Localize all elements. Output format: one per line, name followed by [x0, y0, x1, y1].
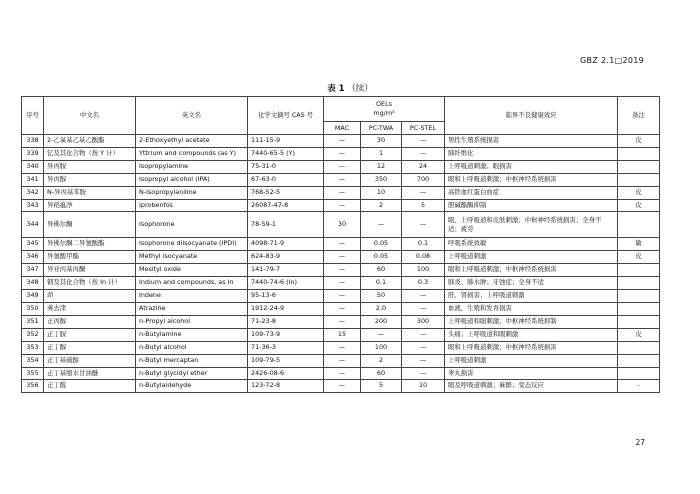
table-row [22, 354, 660, 367]
cell-cn-name: 异稻瘟净 [44, 199, 136, 212]
cell-en-name: Isopropylamine [136, 160, 248, 173]
table-row [22, 173, 660, 186]
cell-note: 皮 [618, 328, 660, 341]
cell-mac: — [324, 173, 361, 186]
cell-en-name: Mesityl oxide [136, 264, 248, 277]
cell-cas: 1912-24-9 [248, 302, 324, 315]
cell-mac: — [324, 147, 361, 160]
cell-mac: 30 [324, 212, 361, 238]
cell-seq: 343 [22, 199, 44, 212]
cell-health: 肝、肾损害；上呼吸道刺激 [445, 290, 618, 303]
cell-mac: — [324, 160, 361, 173]
cell-cas: 7440-65-5 (Y) [248, 147, 324, 160]
cell-cas: 109-79-5 [248, 354, 324, 367]
cell-cn-name: 正丁醇 [44, 341, 136, 354]
cell-seq: 345 [22, 238, 44, 251]
cell-en-name: n-Butylaldehyde [136, 380, 248, 393]
table-title-label: 表 1 [327, 84, 345, 94]
table-title-suffix: （续） [347, 84, 373, 94]
cell-pc-stel: — [402, 328, 445, 341]
cell-pc-stel: — [402, 354, 445, 367]
cell-pc-twa: 200 [361, 315, 402, 328]
header-note: 备注 [618, 97, 660, 135]
header-oels-label: OELs [376, 100, 392, 109]
cell-cn-name: 异佛尔酮 [44, 212, 136, 238]
cell-en-name: Iprobenfos [136, 199, 248, 212]
cell-seq: 348 [22, 277, 44, 290]
cell-seq: 349 [22, 290, 44, 303]
cell-health: 上呼吸道刺激 [445, 251, 618, 264]
cell-pc-twa: 100 [361, 341, 402, 354]
cell-cn-name: 正丁基硫醇 [44, 354, 136, 367]
header-cas: 化学文摘号 CAS 号 [248, 97, 324, 135]
cell-cn-name: 正丙醇 [44, 315, 136, 328]
cell-en-name: Isopropyl alcohol (IPA) [136, 173, 248, 186]
cell-seq: 347 [22, 264, 44, 277]
cell-pc-stel: — [402, 186, 445, 199]
header-pc-twa: PC-TWA [361, 122, 402, 135]
table-row [22, 290, 660, 303]
cell-pc-stel: 700 [402, 173, 445, 186]
table-row [22, 315, 660, 328]
cell-cas: 71-36-3 [248, 341, 324, 354]
cell-pc-stel: 0.3 [402, 277, 445, 290]
header-oels-unit: mg/m³ [373, 109, 395, 117]
cell-mac: — [324, 302, 361, 315]
cell-health: 呼吸系统致敏 [445, 238, 618, 251]
cell-pc-twa: — [361, 212, 402, 238]
cell-en-name: Isophorone [136, 212, 248, 238]
cell-cas: 75-31-0 [248, 160, 324, 173]
cell-health: 头痛；上呼吸道和眼刺激 [445, 328, 618, 341]
cell-pc-twa: 0.1 [361, 277, 402, 290]
cell-cas: 2426-08-6 [248, 367, 324, 380]
cell-note [618, 315, 660, 328]
table-row [22, 147, 660, 160]
cell-note: 皮 [618, 251, 660, 264]
cell-pc-twa: 0.05 [361, 238, 402, 251]
cell-pc-twa: 0.05 [361, 251, 402, 264]
cell-mac: — [324, 290, 361, 303]
table-row [22, 238, 660, 251]
cell-pc-stel: 0.08 [402, 251, 445, 264]
cell-seq: 354 [22, 354, 44, 367]
cell-cn-name: 铟及其化合物（按 In 计） [44, 277, 136, 290]
cell-pc-stel: 300 [402, 315, 445, 328]
cell-en-name: n-Butyl alcohol [136, 341, 248, 354]
cell-health: 胆碱酯酶抑制 [445, 199, 618, 212]
table-row [22, 264, 660, 277]
cell-seq: 340 [22, 160, 44, 173]
cell-pc-twa: — [361, 328, 402, 341]
cell-mac: — [324, 135, 361, 148]
cell-mac: — [324, 315, 361, 328]
cell-pc-twa: 60 [361, 264, 402, 277]
table-row [22, 302, 660, 315]
cell-health: 上呼吸道和眼刺激；中枢神经系统抑制 [445, 315, 618, 328]
header-seq: 序号 [22, 97, 44, 135]
cell-cas: 123-72-8 [248, 380, 324, 393]
cell-note [618, 367, 660, 380]
cell-mac: — [324, 251, 361, 264]
table-row [22, 199, 660, 212]
cell-health: 肺纤维化 [445, 147, 618, 160]
cell-en-name: Isophorone diisocyanate (IPDI) [136, 238, 248, 251]
table-row [22, 212, 660, 238]
cell-mac: 15 [324, 328, 361, 341]
cell-health: 高铁血红蛋白血症 [445, 186, 618, 199]
header-en-name: 英文名 [136, 97, 248, 135]
cell-mac: — [324, 354, 361, 367]
cell-seq: 355 [22, 367, 44, 380]
cell-seq: 344 [22, 212, 44, 238]
cell-health: 眼和上呼吸道刺激；中枢神经系统损害 [445, 341, 618, 354]
cell-health: 眼和上呼吸道刺激；中枢神经系统损害 [445, 264, 618, 277]
cell-note [618, 264, 660, 277]
cell-seq: 338 [22, 135, 44, 148]
cell-note [618, 290, 660, 303]
cell-pc-twa: 5 [361, 380, 402, 393]
cell-note [618, 173, 660, 186]
cell-en-name: n-Butyl mercaptan [136, 354, 248, 367]
cell-pc-stel: 0.1 [402, 238, 445, 251]
cell-en-name: n-Butyl glycidyl ether [136, 367, 248, 380]
cell-health: 血液，生殖和发育损害 [445, 302, 618, 315]
cell-cn-name: 茚 [44, 290, 136, 303]
cell-cn-name: N-异丙基苯胺 [44, 186, 136, 199]
cell-en-name: N-Isopropylaniline [136, 186, 248, 199]
cell-pc-stel: — [402, 302, 445, 315]
table-row [22, 341, 660, 354]
cell-pc-stel: — [402, 147, 445, 160]
cell-pc-twa: 2.0 [361, 302, 402, 315]
oel-table [21, 96, 660, 393]
cell-cn-name: 异丙胺 [44, 160, 136, 173]
cell-cn-name: 正丁胺 [44, 328, 136, 341]
cell-pc-twa: 60 [361, 367, 402, 380]
cell-pc-twa: 50 [361, 290, 402, 303]
table-row [22, 277, 660, 290]
cell-mac: — [324, 341, 361, 354]
cell-pc-twa: 10 [361, 186, 402, 199]
cell-health: 上呼吸道刺激 [445, 354, 618, 367]
cell-pc-stel: 100 [402, 264, 445, 277]
cell-cas: 71-23-8 [248, 315, 324, 328]
cell-en-name: n-Propyl alcohol [136, 315, 248, 328]
cell-en-name: 2-Ethoxyethyl acetate [136, 135, 248, 148]
cell-note: 皮 [618, 199, 660, 212]
cell-mac: — [324, 199, 361, 212]
cell-cas: 768-52-5 [248, 186, 324, 199]
cell-cas: 624-83-9 [248, 251, 324, 264]
cell-en-name: Indium and compounds, as In [136, 277, 248, 290]
cell-cas: 141-79-7 [248, 264, 324, 277]
cell-cn-name: 正丁基缩水甘油醚 [44, 367, 136, 380]
cell-en-name: Yttrium and compounds (as Y) [136, 147, 248, 160]
cell-cas: 111-15-9 [248, 135, 324, 148]
cell-seq: 339 [22, 147, 44, 160]
cell-seq: 351 [22, 315, 44, 328]
cell-pc-stel: 5 [402, 199, 445, 212]
cell-cas: 78-59-1 [248, 212, 324, 238]
cell-seq: 342 [22, 186, 44, 199]
page-number: 27 [635, 438, 645, 447]
cell-mac: — [324, 277, 361, 290]
cell-health: 上呼吸道刺激；眼损害 [445, 160, 618, 173]
cell-cas: 26087-47-8 [248, 199, 324, 212]
table-row [22, 135, 660, 148]
cell-pc-stel: — [402, 290, 445, 303]
table-row [22, 160, 660, 173]
cell-note: 皮 [618, 135, 660, 148]
table-row [22, 186, 660, 199]
cell-note [618, 302, 660, 315]
table-row [22, 367, 660, 380]
table-row [22, 251, 660, 264]
cell-pc-stel: 10 [402, 380, 445, 393]
cell-mac: — [324, 238, 361, 251]
cell-seq: 346 [22, 251, 44, 264]
cell-seq: 352 [22, 328, 44, 341]
cell-seq: 350 [22, 302, 44, 315]
cell-note: 皮 [618, 186, 660, 199]
cell-health: 肺炎、肺水肿；牙蚀症；全身不适 [445, 277, 618, 290]
cell-pc-stel: — [402, 367, 445, 380]
cell-mac: — [324, 367, 361, 380]
header-mac: MAC [324, 122, 361, 135]
cell-health: 眼、上呼吸道和皮肤刺激；中枢神经系统损害；全身不适；疲劳 [445, 212, 618, 238]
cell-seq: 341 [22, 173, 44, 186]
header-pc-stel: PC-STEL [402, 122, 445, 135]
cell-pc-twa: 2 [361, 199, 402, 212]
cell-cn-name: 2-乙氧基乙基乙酸酯 [44, 135, 136, 148]
cell-mac: — [324, 186, 361, 199]
cell-cn-name: 异佛尔酮二异氰酸酯 [44, 238, 136, 251]
cell-cas: 95-13-6 [248, 290, 324, 303]
cell-en-name: Indene [136, 290, 248, 303]
cell-cas: 7440-74-6 (In) [248, 277, 324, 290]
table-title [0, 82, 700, 94]
cell-cn-name: 异丙醇 [44, 173, 136, 186]
cell-health: 睾丸损害 [445, 367, 618, 380]
cell-mac: — [324, 264, 361, 277]
cell-note: 敏 [618, 238, 660, 251]
cell-en-name: n-Butylamine [136, 328, 248, 341]
cell-pc-stel: — [402, 135, 445, 148]
cell-en-name: Atrazine [136, 302, 248, 315]
cell-note [618, 160, 660, 173]
cell-mac: — [324, 380, 361, 393]
header-oels [324, 97, 445, 122]
cell-cas: 4098-71-9 [248, 238, 324, 251]
cell-cas: 109-73-9 [248, 328, 324, 341]
cell-pc-stel: — [402, 341, 445, 354]
cell-seq: 353 [22, 341, 44, 354]
cell-pc-twa: 2 [361, 354, 402, 367]
cell-note [618, 147, 660, 160]
cell-pc-twa: 30 [361, 135, 402, 148]
cell-health: 眼及呼吸道刺激；麻醉；变态反应 [445, 380, 618, 393]
cell-cn-name: 异亚丙基丙酮 [44, 264, 136, 277]
cell-cn-name: 钇及其化合物（按 Y 计） [44, 147, 136, 160]
header-health: 临界不良健康效应 [445, 97, 618, 135]
cell-note [618, 277, 660, 290]
cell-en-name: Methyl isocyanate [136, 251, 248, 264]
table-row [22, 328, 660, 341]
cell-pc-twa: 12 [361, 160, 402, 173]
cell-cn-name: 莠去津 [44, 302, 136, 315]
table-row [22, 380, 660, 393]
cell-pc-twa: 350 [361, 173, 402, 186]
cell-pc-twa: 1 [361, 147, 402, 160]
cell-cas: 67-63-0 [248, 173, 324, 186]
cell-note: - [618, 380, 660, 393]
header-cn-name: 中文名 [44, 97, 136, 135]
cell-note [618, 341, 660, 354]
cell-health: 男性生殖系统损害 [445, 135, 618, 148]
cell-cn-name: 异氰酸甲酯 [44, 251, 136, 264]
cell-health: 眼和上呼吸道刺激；中枢神经系统损害 [445, 173, 618, 186]
cell-note [618, 354, 660, 367]
cell-cn-name: 正丁醛 [44, 380, 136, 393]
cell-pc-stel: — [402, 212, 445, 238]
cell-note [618, 212, 660, 238]
cell-seq: 356 [22, 380, 44, 393]
standard-code: GBZ 2.1□2019 [580, 56, 644, 65]
cell-pc-stel: 24 [402, 160, 445, 173]
